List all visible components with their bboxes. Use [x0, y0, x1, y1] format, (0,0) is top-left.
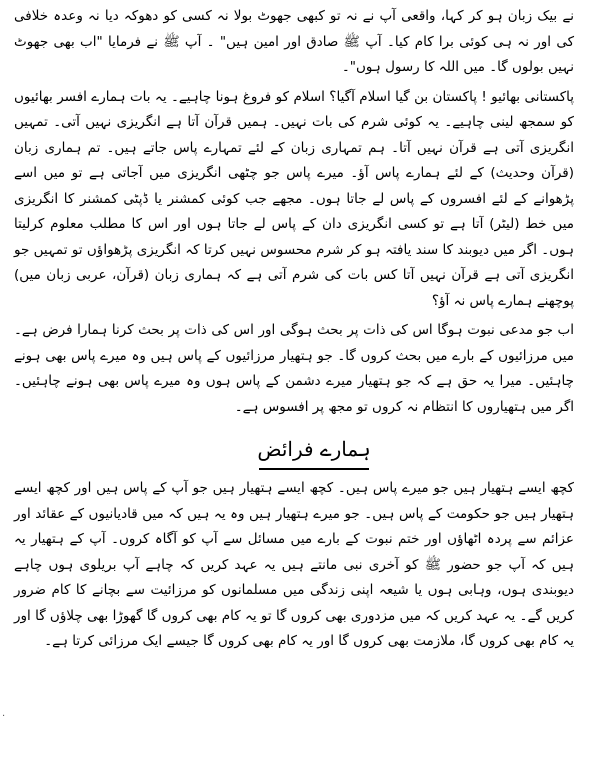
paragraph-1: نے بیک زبان ہو کر کہا، واقعی آپ نے نہ تو کبھی جھوٹ بولا نہ کسی کو دھوکہ دیا نہ وعدہ خلافی کی اور نہ ہی کوئی برا کام کیا۔ آپ ﷺ صادق اور امین ہیں" ۔ آپ ﷺ نے فرمایا "اب بھی جھوٹ نہیں بولوں گا۔ میں اللہ کا رسول ہوں"۔: [14, 8, 574, 75]
document-page: [14, 4, 574, 778]
paragraph-2: پاکستانی بھائیو ! پاکستان بن گیا اسلام آگیا؟ اسلام کو فروغ ہونا چاہیے۔ یہ بات ہمارے افسر بھائیوں کو سمجھ لینی چاہیے۔ یہ کوئی شرم کی بات نہیں۔ ہمیں قرآن آتا ہے انگریزی نہیں آتی۔ تمہیں انگریزی آتی ہے قرآن نہیں آتا۔ ہم تمہاری زبان کے لئے تمہارے پاس جاتے ہیں۔ تم ہماری زبان (قرآن وحدیث) کے لئے ہمارے پاس آؤ۔ میرے پاس جو چٹھی انگریزی میں آجاتی ہے تو میں اسے پڑھوانے کے لئے افسروں کے پاس لے جاتا ہوں۔ مجھے جب کوئی کمشنر یا ڈپٹی کمشنر کا انگریزی میں خط (لیٹر) آتا ہے تو کسی انگریزی دان کے پاس لے جاتا ہوں اور اس کا مطلب معلوم کرلیتا ہوں۔ اگر میں دیوبند کا سند یافتہ ہو کر شرم محسوس نہیں کرتا کہ انگریزی پڑھواؤں تو تمہیں جو انگریزی آتی ہے قرآن نہیں آتا کس بات کی شرم آتی ہے کہ ہماری زبان (قرآن، عربی زبان میں) پوچھنے ہمارے پاس نہ آؤ؟: [14, 88, 574, 309]
section-heading: ہمارے فرائض: [257, 437, 371, 461]
section-paragraph-1: کچھ ایسے ہتھیار ہیں جو میرے پاس ہیں۔ کچھ ایسے ہتھیار ہیں جو آپ کے پاس ہیں اور کچھ ایسے ہتھیار ہیں جو حکومت کے پاس ہیں۔ جو میرے ہتھیار ہیں وہ یہ ہیں کہ میں قادیانیوں کے عقائد اور عزائم سے پردہ اٹھاؤں اور ختم نبوت کے بارے میں مسائل سے آپ کو آگاہ کروں۔ آپ کے ہتھیار یہ ہیں کہ آپ جو حضور ﷺ کو آخری نبی مانتے ہیں یہ عہد کریں کہ چاہے آپ بریلوی ہوں چاہے دیوبندی ہوں، وہابی ہوں یا شیعہ اپنی زندگی میں مسلمانوں کو مرزائیت سے بچانے کا کام ضرور کریں گے۔ یہ عہد کریں کہ میں مزدوری بھی کروں گا تو یہ کام بھی کروں گا گھوڑا بھی چلاؤں گا اور یہ کام بھی کروں گا، ملازمت بھی کروں گا اور یہ کام بھی کروں گا جیسے ایک مرزائی کرتا ہے۔: [14, 480, 574, 649]
paragraph-3: اب جو مدعی نبوت ہوگا اس کی ذات پر بحث ہوگی اور اس کی ذات پر بحث کرنا ہمارا فرض ہے۔ میں مرزائیوں کے بارے میں بحث کروں گا۔ جو ہتھیار مرزائیوں کے پاس ہیں وہ میرے پاس بھی ہونے چاہئیں۔ میرا یہ حق ہے کہ جو ہتھیار میرے دشمن کے پاس ہوں وہ میرے پاس بھی ہونے چاہئیں۔ اگر میں ہتھیاروں کا انتظام نہ کروں تو مجھ پر افسوس ہے۔: [14, 322, 574, 415]
heading-underline: [259, 468, 369, 470]
margin-mark: ·: [2, 711, 6, 722]
